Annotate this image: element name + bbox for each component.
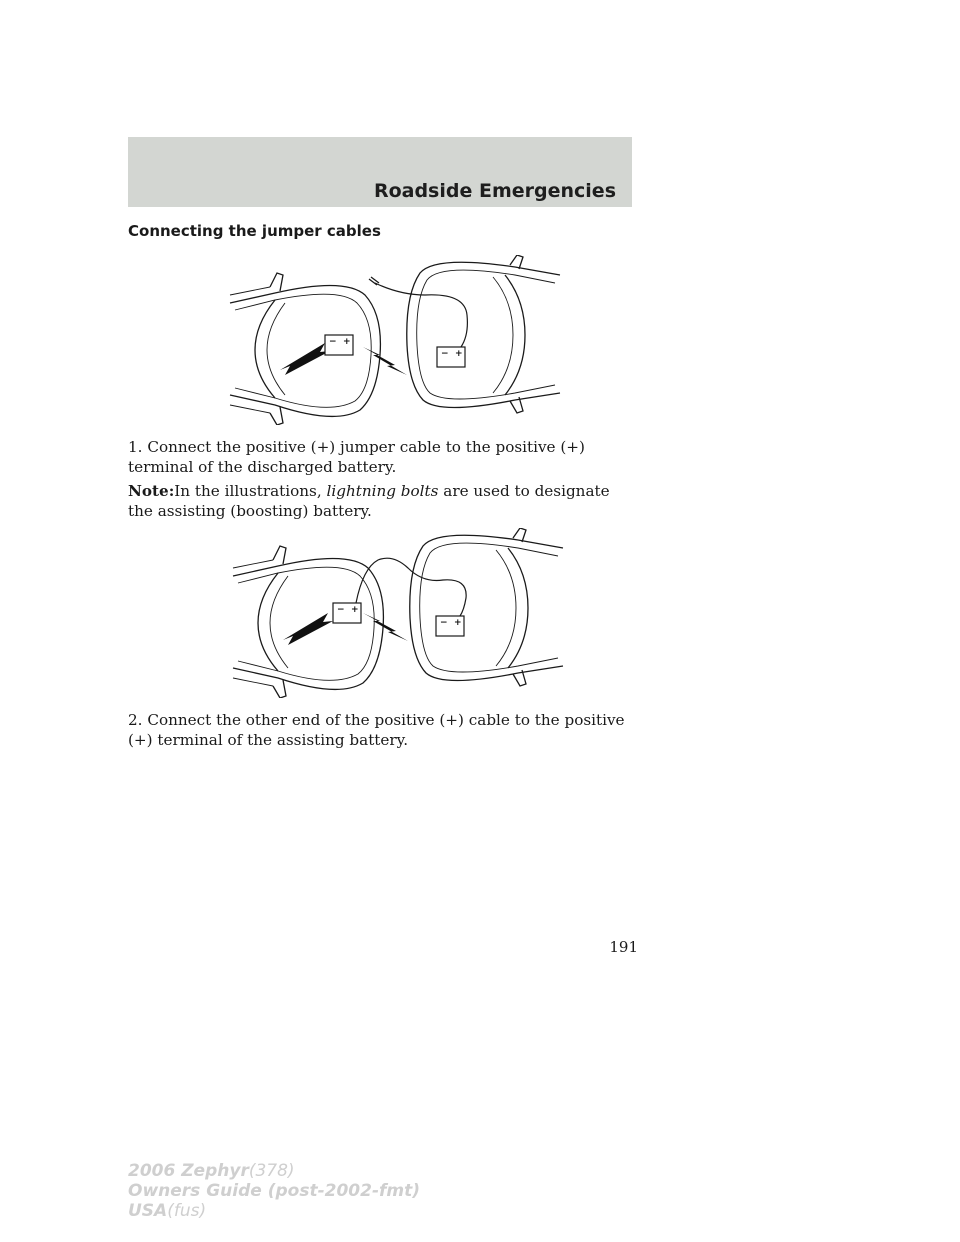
footer-line-2: Owners Guide (post-2002-fmt)	[128, 1181, 421, 1201]
chapter-title: Roadside Emergencies	[373, 180, 616, 202]
note-text-a: In the illustrations,	[174, 482, 327, 500]
battery-plus-label: +	[351, 605, 359, 615]
battery-minus-label: −	[441, 349, 449, 359]
header-band	[128, 137, 632, 207]
section-heading: Connecting the jumper cables	[128, 222, 381, 240]
step-1-text: 1. Connect the positive (+) jumper cable to the positive (+) terminal of the discharged battery.	[128, 438, 585, 476]
lightning-bolt-right	[363, 613, 408, 641]
battery-assisting	[333, 603, 361, 623]
footer-line-3	[128, 1201, 420, 1221]
footer-market: USA	[128, 1201, 168, 1221]
note-paragraph	[128, 481, 638, 521]
lightning-bolt-left	[280, 343, 330, 375]
battery-discharged	[436, 616, 464, 636]
battery-minus-label: −	[337, 605, 345, 615]
battery-assisting	[325, 335, 353, 355]
footer	[128, 1161, 420, 1221]
note-text-b: are used to designate the assisting (boosting) battery.	[128, 482, 610, 520]
footer-market-code: (fus)	[167, 1201, 207, 1221]
footer-model-code: (378)	[248, 1161, 295, 1181]
car-right	[410, 528, 563, 686]
page-number: 191	[609, 938, 638, 956]
car-left	[230, 273, 380, 425]
jumper-illustration-step1	[225, 255, 565, 425]
battery-plus-label: +	[454, 618, 462, 628]
battery-plus-label: +	[343, 337, 351, 347]
footer-model: 2006 Zephyr	[128, 1161, 249, 1181]
battery-minus-label: −	[440, 618, 448, 628]
battery-plus-label: +	[455, 349, 463, 359]
note-emphasis: lightning bolts	[326, 482, 439, 500]
jumper-illustration-step2	[228, 528, 568, 698]
footer-line-1	[128, 1161, 420, 1181]
lightning-bolt-left	[283, 613, 333, 645]
step-2-text: 2. Connect the other end of the positive (+) cable to the positive (+) terminal of the assisting battery.	[128, 711, 625, 749]
car-right	[407, 255, 560, 413]
battery-discharged	[437, 347, 465, 367]
note-label: Note:	[128, 482, 175, 500]
battery-minus-label: −	[329, 337, 337, 347]
